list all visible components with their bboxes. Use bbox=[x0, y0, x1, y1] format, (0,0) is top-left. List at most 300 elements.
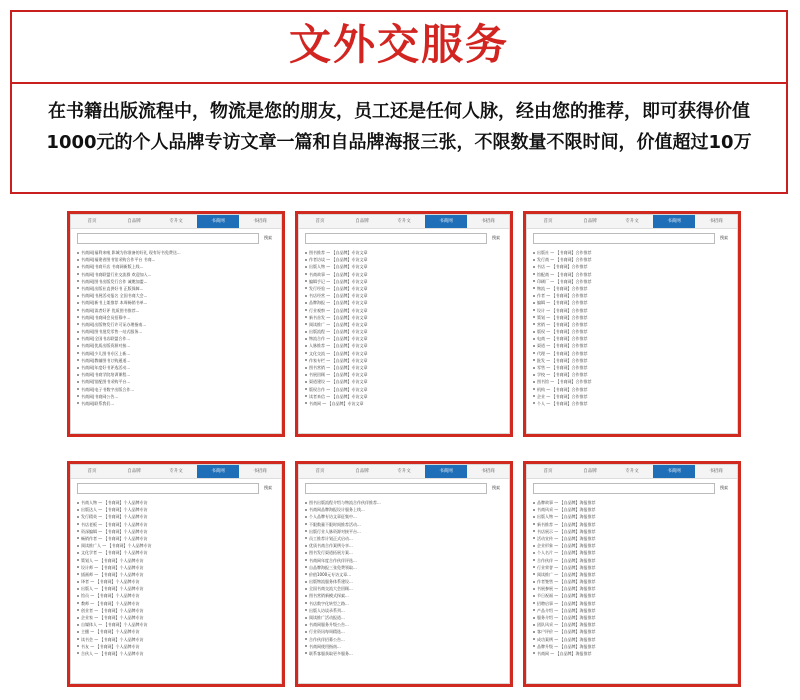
list-item[interactable] bbox=[77, 557, 275, 564]
nav-tab[interactable]: 书招商 bbox=[481, 469, 495, 474]
nav-tab[interactable]: 书招商 bbox=[709, 219, 723, 224]
list-item[interactable] bbox=[533, 549, 731, 556]
list-item[interactable] bbox=[533, 285, 731, 292]
list-item[interactable] bbox=[77, 499, 275, 506]
bullet-icon bbox=[533, 509, 535, 511]
bullet-icon bbox=[305, 638, 307, 640]
list-item[interactable] bbox=[305, 364, 503, 371]
list-item[interactable] bbox=[533, 314, 731, 321]
list-item[interactable] bbox=[77, 285, 275, 292]
bullet-icon bbox=[305, 302, 307, 304]
list-item[interactable] bbox=[77, 249, 275, 256]
nav-tab[interactable]: 专升文 bbox=[169, 469, 183, 474]
bullet-icon bbox=[533, 323, 535, 325]
list-item[interactable] bbox=[77, 521, 275, 528]
nav-tab[interactable]: 书商网 bbox=[653, 215, 695, 228]
list-item[interactable] bbox=[305, 521, 503, 528]
search-bar bbox=[305, 483, 503, 494]
bullet-icon bbox=[305, 273, 307, 275]
list-item-text: 出版人物 — 【自品牌】专访文章 bbox=[309, 264, 368, 270]
list-item[interactable] bbox=[305, 299, 503, 306]
bullet-icon bbox=[533, 295, 535, 297]
list-item[interactable] bbox=[305, 271, 503, 278]
list-item[interactable] bbox=[77, 571, 275, 578]
list-item[interactable] bbox=[533, 263, 731, 270]
list-item[interactable] bbox=[305, 285, 503, 292]
bullet-icon bbox=[77, 602, 79, 604]
list-item-text: 教师 — 【书商网】个人品牌专访 bbox=[81, 600, 140, 606]
list-item[interactable] bbox=[305, 328, 503, 335]
bullet-icon bbox=[533, 645, 535, 647]
bullet-icon bbox=[77, 259, 79, 261]
nav-tab[interactable]: 书招商 bbox=[253, 219, 267, 224]
bullet-icon bbox=[305, 602, 307, 604]
nav-tab[interactable]: 自品牌 bbox=[583, 469, 597, 474]
list-item[interactable] bbox=[305, 499, 503, 506]
bullet-icon bbox=[533, 602, 535, 604]
list-item[interactable] bbox=[77, 650, 275, 657]
list-item[interactable] bbox=[77, 400, 275, 407]
bullet-icon bbox=[305, 323, 307, 325]
bullet-icon bbox=[77, 581, 79, 583]
list-item[interactable] bbox=[533, 256, 731, 263]
list-item-text: 出版达人 — 【书商网】个人品牌专访 bbox=[81, 507, 148, 513]
bullet-icon bbox=[77, 295, 79, 297]
list-item[interactable] bbox=[533, 578, 731, 585]
list-item[interactable] bbox=[533, 621, 731, 628]
list-item[interactable] bbox=[305, 592, 503, 599]
nav-tab[interactable]: 书商网 bbox=[425, 465, 467, 478]
list-item[interactable] bbox=[77, 328, 275, 335]
list-item-text: 书商网|优质出版资源对接... bbox=[81, 343, 131, 349]
bullet-icon bbox=[77, 323, 79, 325]
bullet-icon bbox=[533, 359, 535, 361]
nav-tab[interactable]: 首页 bbox=[87, 469, 97, 474]
list-item[interactable] bbox=[305, 335, 503, 342]
bullet-icon bbox=[305, 552, 307, 554]
search-bar bbox=[305, 233, 503, 244]
search-input[interactable] bbox=[305, 483, 487, 494]
list-item[interactable] bbox=[305, 393, 503, 400]
list-item[interactable] bbox=[305, 628, 503, 635]
list-item-text: 自媒体人 — 【书商网】个人品牌专访 bbox=[81, 622, 148, 628]
list-item-text: 营销 — 【书商网】合作推荐 bbox=[537, 321, 588, 327]
nav-tab[interactable]: 专升文 bbox=[625, 219, 639, 224]
bullet-icon bbox=[77, 381, 79, 383]
nav-tabs bbox=[71, 465, 281, 479]
bullet-icon bbox=[305, 509, 307, 511]
bullet-icon bbox=[533, 302, 535, 304]
page-screenshot bbox=[526, 464, 738, 684]
list-item[interactable] bbox=[533, 592, 731, 599]
list-item[interactable] bbox=[533, 393, 731, 400]
list-item[interactable] bbox=[533, 650, 731, 657]
list-item-text: 图书营销新模式探索... bbox=[309, 593, 349, 599]
list-item[interactable] bbox=[533, 271, 731, 278]
list-item[interactable] bbox=[533, 335, 731, 342]
list-item-text: 书商网|福建省图书馆采购合作平台 书商... bbox=[81, 257, 156, 263]
list-item[interactable] bbox=[77, 628, 275, 635]
list-item-text: 个人品牌专访文章征集中... bbox=[309, 514, 357, 520]
list-item[interactable] bbox=[77, 364, 275, 371]
list-item[interactable] bbox=[77, 636, 275, 643]
list-item-text: 出版社 — 【书商网】合作推荐 bbox=[537, 250, 592, 255]
list-item-text: 书商网|联系我们... bbox=[81, 400, 115, 406]
bullet-icon bbox=[305, 624, 307, 626]
bullet-icon bbox=[305, 388, 307, 390]
list-item-text: 作者 — 【书商网】合作推荐 bbox=[537, 293, 588, 299]
list-item[interactable] bbox=[305, 549, 503, 556]
list-item[interactable] bbox=[533, 378, 731, 385]
list-item[interactable] bbox=[533, 643, 731, 650]
bullet-icon bbox=[533, 367, 535, 369]
list-item-text: 读者来信 — 【自品牌】专访文章 bbox=[309, 393, 368, 399]
list-item[interactable] bbox=[533, 371, 731, 378]
list-item[interactable] bbox=[77, 371, 275, 378]
list-item[interactable] bbox=[533, 585, 731, 592]
list-item-text: 优质书商合作案例分享... bbox=[309, 543, 353, 549]
search-button[interactable]: 搜索 bbox=[492, 485, 500, 490]
nav-tabs bbox=[299, 215, 509, 229]
search-button[interactable]: 搜索 bbox=[720, 485, 728, 490]
list-item[interactable] bbox=[305, 614, 503, 621]
service-banner bbox=[10, 10, 788, 194]
list-item[interactable] bbox=[305, 513, 503, 520]
list-item-text: 馆配商 — 【书商网】合作推荐 bbox=[537, 271, 592, 277]
list-item[interactable] bbox=[305, 600, 503, 607]
list-item[interactable] bbox=[77, 578, 275, 585]
search-input[interactable] bbox=[305, 233, 487, 244]
bullet-icon bbox=[305, 352, 307, 354]
list-item[interactable] bbox=[77, 292, 275, 299]
list-item[interactable] bbox=[305, 535, 503, 542]
bullet-icon bbox=[533, 381, 535, 383]
list-item-text: 出版人物 — 【自品牌】海报推荐 bbox=[537, 514, 596, 520]
list-item[interactable] bbox=[533, 350, 731, 357]
list-item[interactable] bbox=[305, 249, 503, 256]
list-item[interactable] bbox=[533, 636, 731, 643]
list-item[interactable] bbox=[77, 314, 275, 321]
nav-tab[interactable]: 专升文 bbox=[169, 219, 183, 224]
list-item[interactable] bbox=[533, 528, 731, 535]
list-item-text: 发行经验 — 【自品牌】专访文章 bbox=[309, 285, 368, 291]
list-item[interactable] bbox=[305, 506, 503, 513]
search-input[interactable] bbox=[77, 483, 259, 494]
list-item[interactable] bbox=[533, 328, 731, 335]
nav-tab[interactable]: 专升文 bbox=[625, 469, 639, 474]
list-item-text: 个人名片 — 【自品牌】海报推荐 bbox=[537, 550, 596, 556]
bullet-icon bbox=[533, 252, 535, 254]
list-item[interactable] bbox=[77, 357, 275, 364]
list-item-text: 书商网|出版物发行许可证办理指南... bbox=[81, 321, 147, 327]
nav-tab[interactable]: 书招商 bbox=[253, 469, 267, 474]
list-item-text: 设计师 — 【书商网】个人品牌专访 bbox=[81, 564, 144, 570]
list-item[interactable] bbox=[77, 600, 275, 607]
list-item[interactable] bbox=[533, 521, 731, 528]
search-button[interactable]: 搜索 bbox=[264, 235, 272, 240]
list-item[interactable] bbox=[77, 614, 275, 621]
search-button[interactable]: 搜索 bbox=[720, 235, 728, 240]
list-item[interactable] bbox=[533, 357, 731, 364]
list-item-text: 团队风采 — 【自品牌】海报推荐 bbox=[537, 622, 596, 628]
list-item[interactable] bbox=[305, 621, 503, 628]
bullet-icon bbox=[77, 638, 79, 640]
list-item[interactable] bbox=[77, 350, 275, 357]
list-item[interactable] bbox=[533, 321, 731, 328]
list-item-text: 阅读推广 — 【自品牌】海报推荐 bbox=[537, 571, 596, 577]
list-item[interactable] bbox=[305, 256, 503, 263]
bullet-icon bbox=[77, 645, 79, 647]
list-item[interactable] bbox=[77, 564, 275, 571]
banner-title: 文外交服务 bbox=[288, 20, 509, 69]
list-item-text: 书商网|读者好评 优质图书推荐... bbox=[81, 307, 140, 313]
list-item[interactable] bbox=[305, 542, 503, 549]
bullet-icon bbox=[533, 395, 535, 397]
list-item[interactable] bbox=[533, 628, 731, 635]
bullet-icon bbox=[305, 316, 307, 318]
bullet-icon bbox=[77, 367, 79, 369]
list-item[interactable] bbox=[77, 386, 275, 393]
list-item-text: 合伙人 — 【书商网】个人品牌专访 bbox=[81, 650, 144, 656]
list-item[interactable] bbox=[533, 506, 731, 513]
list-item-text: 资深编辑 — 【书商网】个人品牌专访 bbox=[81, 528, 148, 534]
search-button[interactable]: 搜索 bbox=[492, 235, 500, 240]
list-item[interactable] bbox=[533, 542, 731, 549]
list-item[interactable] bbox=[77, 271, 275, 278]
list-item-text: 新书首发 — 【自品牌】专访文章 bbox=[309, 314, 368, 320]
list-item[interactable] bbox=[533, 600, 731, 607]
list-item[interactable] bbox=[305, 585, 503, 592]
list-item[interactable] bbox=[77, 528, 275, 535]
list-item[interactable] bbox=[305, 564, 503, 571]
list-item[interactable] bbox=[305, 400, 503, 407]
list-item-text: 阅读推广 — 【自品牌】专访文章 bbox=[309, 321, 368, 327]
nav-tab[interactable]: 专升文 bbox=[397, 219, 411, 224]
list-item[interactable] bbox=[305, 321, 503, 328]
list-item[interactable] bbox=[533, 299, 731, 306]
list-item[interactable] bbox=[77, 335, 275, 342]
article-list bbox=[533, 249, 731, 407]
list-item[interactable] bbox=[305, 378, 503, 385]
bullet-icon bbox=[305, 588, 307, 590]
list-item[interactable] bbox=[77, 607, 275, 614]
nav-tab[interactable]: 首页 bbox=[315, 219, 325, 224]
bullet-icon bbox=[305, 345, 307, 347]
list-item[interactable] bbox=[77, 585, 275, 592]
list-item[interactable] bbox=[305, 386, 503, 393]
bullet-icon bbox=[305, 530, 307, 532]
list-item[interactable] bbox=[77, 256, 275, 263]
list-item[interactable] bbox=[533, 307, 731, 314]
list-item[interactable] bbox=[305, 292, 503, 299]
list-item-text: 企业家 — 【书商网】个人品牌专访 bbox=[81, 615, 144, 620]
nav-tab[interactable]: 自品牌 bbox=[127, 219, 141, 224]
nav-tab[interactable]: 书商网 bbox=[197, 215, 239, 228]
list-item[interactable] bbox=[533, 607, 731, 614]
list-item[interactable] bbox=[533, 557, 731, 564]
list-item-text: 印刷厂 — 【书商网】合作推荐 bbox=[537, 278, 592, 284]
list-item[interactable] bbox=[533, 535, 731, 542]
nav-tab[interactable]: 自品牌 bbox=[583, 219, 597, 224]
list-item[interactable] bbox=[305, 578, 503, 585]
nav-tab[interactable]: 首页 bbox=[543, 469, 553, 474]
bullet-icon bbox=[77, 302, 79, 304]
bullet-icon bbox=[77, 374, 79, 376]
list-item[interactable] bbox=[305, 263, 503, 270]
nav-tab[interactable]: 首页 bbox=[543, 219, 553, 224]
bullet-icon bbox=[305, 559, 307, 561]
bullet-icon bbox=[533, 559, 535, 561]
list-item[interactable] bbox=[77, 621, 275, 628]
bullet-icon bbox=[77, 316, 79, 318]
bullet-icon bbox=[533, 588, 535, 590]
nav-tab[interactable]: 专升文 bbox=[397, 469, 411, 474]
list-item[interactable] bbox=[77, 378, 275, 385]
list-item-text: 书商网|福利来啦 影城为你准备的好礼 现有好书免费送... bbox=[81, 250, 181, 255]
search-button[interactable]: 搜索 bbox=[264, 485, 272, 490]
nav-tab[interactable]: 书招商 bbox=[709, 469, 723, 474]
bullet-icon bbox=[305, 537, 307, 539]
list-item-text: 联系客服获取更多服务... bbox=[309, 650, 353, 656]
list-item-text: 书商网品牌海报设计服务上线... bbox=[309, 507, 365, 513]
bullet-icon bbox=[533, 609, 535, 611]
list-item[interactable] bbox=[533, 249, 731, 256]
list-item-text: 书店数字化转型之路... bbox=[309, 600, 349, 606]
page-screenshot bbox=[298, 464, 510, 684]
bullet-icon bbox=[305, 280, 307, 282]
list-item[interactable] bbox=[305, 314, 503, 321]
nav-tab[interactable]: 首页 bbox=[315, 469, 325, 474]
list-item[interactable] bbox=[533, 564, 731, 571]
bullet-icon bbox=[77, 402, 79, 404]
bullet-icon bbox=[533, 545, 535, 547]
list-item[interactable] bbox=[305, 278, 503, 285]
search-input[interactable] bbox=[77, 233, 259, 244]
list-item[interactable] bbox=[77, 307, 275, 314]
list-item[interactable] bbox=[533, 386, 731, 393]
list-item[interactable] bbox=[77, 321, 275, 328]
list-item[interactable] bbox=[77, 393, 275, 400]
list-item-text: 阅读推广人 — 【书商网】个人品牌专访 bbox=[81, 543, 152, 549]
nav-tabs bbox=[71, 215, 281, 229]
list-item[interactable] bbox=[533, 499, 731, 506]
nav-tab[interactable]: 书商网 bbox=[425, 215, 467, 228]
list-item-text: 书商网|书商网公告... bbox=[81, 393, 119, 399]
list-item[interactable] bbox=[305, 350, 503, 357]
list-item-text: 学校 — 【书商网】合作推荐 bbox=[537, 372, 588, 378]
page-screenshot bbox=[298, 214, 510, 434]
list-item[interactable] bbox=[77, 513, 275, 520]
bullet-icon bbox=[77, 530, 79, 532]
list-item[interactable] bbox=[533, 342, 731, 349]
bullet-icon bbox=[77, 359, 79, 361]
search-bar bbox=[533, 233, 731, 244]
list-item[interactable] bbox=[77, 535, 275, 542]
list-item-text: 书商网|书展活动报名 全国书商大会... bbox=[81, 293, 148, 299]
list-item-text: 书店老板 — 【书商网】个人品牌专访 bbox=[81, 521, 148, 527]
bullet-icon bbox=[77, 331, 79, 333]
list-item[interactable] bbox=[305, 528, 503, 535]
list-item-text: 人脉推荐 — 【自品牌】专访文章 bbox=[309, 343, 368, 349]
list-item[interactable] bbox=[305, 650, 503, 657]
list-item[interactable] bbox=[77, 263, 275, 270]
nav-tab[interactable]: 自品牌 bbox=[127, 469, 141, 474]
list-item[interactable] bbox=[305, 357, 503, 364]
list-item-text: 书商网|书商网会员招募中... bbox=[81, 314, 131, 320]
list-item-text: 活动宣传 — 【自品牌】海报推荐 bbox=[537, 535, 596, 541]
list-item[interactable] bbox=[305, 643, 503, 650]
list-item[interactable] bbox=[533, 292, 731, 299]
list-item[interactable] bbox=[77, 592, 275, 599]
bullet-icon bbox=[77, 266, 79, 268]
list-item[interactable] bbox=[533, 614, 731, 621]
list-item[interactable] bbox=[77, 299, 275, 306]
bullet-icon bbox=[77, 631, 79, 633]
bullet-icon bbox=[305, 545, 307, 547]
list-item-text: 行业观察 — 【自品牌】专访文章 bbox=[309, 307, 368, 313]
list-item-text: 畅销作者 — 【书商网】个人品牌专访 bbox=[81, 535, 148, 541]
list-item[interactable] bbox=[305, 342, 503, 349]
list-item[interactable] bbox=[305, 571, 503, 578]
list-item-text: 书商网|馆配图书采购平台... bbox=[81, 379, 131, 385]
nav-tab[interactable]: 书商网 bbox=[197, 465, 239, 478]
list-item[interactable] bbox=[533, 513, 731, 520]
list-item-text: 书商人物 — 【书商网】个人品牌专访 bbox=[81, 500, 148, 505]
list-item-text: 创业者 — 【书商网】个人品牌专访 bbox=[81, 607, 144, 613]
nav-tab[interactable]: 自品牌 bbox=[355, 219, 369, 224]
list-item[interactable] bbox=[77, 278, 275, 285]
list-item[interactable] bbox=[533, 400, 731, 407]
list-item[interactable] bbox=[533, 571, 731, 578]
list-item[interactable] bbox=[77, 643, 275, 650]
nav-tab[interactable]: 书招商 bbox=[481, 219, 495, 224]
nav-tab[interactable]: 书商网 bbox=[653, 465, 695, 478]
bullet-icon bbox=[77, 609, 79, 611]
bullet-icon bbox=[77, 509, 79, 511]
list-item[interactable] bbox=[77, 342, 275, 349]
list-item-text: 不限数量不限时间推荐活动... bbox=[309, 521, 361, 527]
search-input[interactable] bbox=[533, 233, 715, 244]
bullet-icon bbox=[305, 252, 307, 254]
list-item-text: 插画师 — 【书商网】个人品牌专访 bbox=[81, 571, 144, 577]
list-item-text: 图书发行渠道拓展方案... bbox=[309, 550, 353, 556]
list-item[interactable] bbox=[305, 557, 503, 564]
bullet-icon bbox=[77, 388, 79, 390]
bullet-icon bbox=[533, 388, 535, 390]
list-item[interactable] bbox=[305, 371, 503, 378]
list-item[interactable] bbox=[77, 549, 275, 556]
list-item[interactable] bbox=[77, 542, 275, 549]
bullet-icon bbox=[533, 624, 535, 626]
list-item[interactable] bbox=[305, 636, 503, 643]
list-item[interactable] bbox=[533, 364, 731, 371]
nav-tabs bbox=[299, 465, 509, 479]
list-item-text: 书商网服务升级公告... bbox=[309, 622, 349, 628]
bullet-icon bbox=[77, 516, 79, 518]
list-item[interactable] bbox=[305, 307, 503, 314]
bullet-icon bbox=[533, 631, 535, 633]
nav-tab[interactable]: 自品牌 bbox=[355, 469, 369, 474]
nav-tab[interactable]: 首页 bbox=[87, 219, 97, 224]
list-item[interactable] bbox=[533, 278, 731, 285]
bullet-icon bbox=[305, 645, 307, 647]
bullet-icon bbox=[305, 381, 307, 383]
list-item-text: 书展参展 — 【自品牌】海报推荐 bbox=[537, 586, 596, 592]
list-item[interactable] bbox=[77, 506, 275, 513]
search-input[interactable] bbox=[533, 483, 715, 494]
page-screenshot bbox=[70, 214, 282, 434]
list-item[interactable] bbox=[305, 607, 503, 614]
